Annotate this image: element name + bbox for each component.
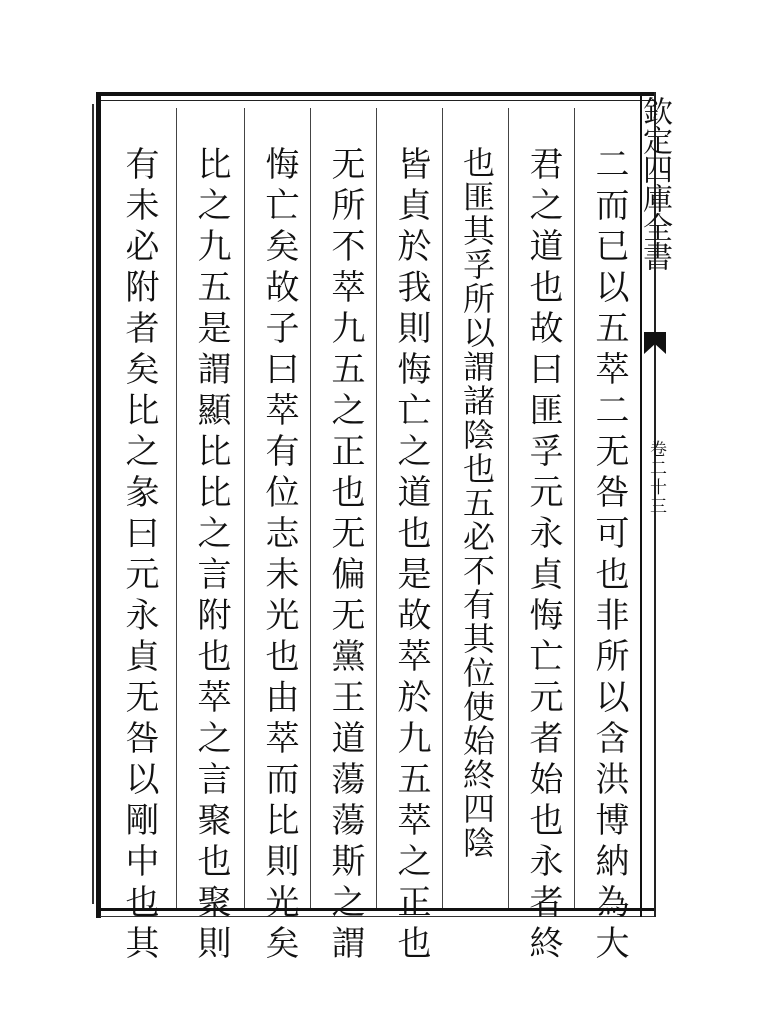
column-text: 也匪其孚所以謂諸陰也五必不有其位使始終四陰 (458, 146, 496, 860)
fishtail-ornament (642, 328, 668, 358)
column-text: 有未必附者矣比之彖曰元永貞无咎以剛中也其 (119, 146, 159, 966)
margin-book-title: 欽定四庫全書 (637, 96, 672, 270)
margin-volume-number: 卷二十三 (646, 440, 666, 516)
column-text: 比之九五是謂顯比比之言附也萃之言聚也聚則 (191, 146, 231, 966)
text-column-5 (312, 106, 378, 966)
column-text: 悔亡矣故子曰萃有位志未光也由萃而比則光矣 (259, 146, 299, 966)
text-column-6 (246, 106, 312, 966)
text-column-1 (576, 106, 642, 966)
frame-top-inner-border (96, 100, 656, 101)
frame-bottom-border (100, 908, 656, 911)
column-text: 君之道也故曰匪孚元永貞悔亡元者始也永者終 (523, 146, 563, 966)
frame-left-inner-border (92, 104, 94, 904)
column-text: 二而已以五萃二无咎可也非所以含洪博納為大 (589, 146, 629, 966)
frame-bottom-inner-border (100, 916, 656, 917)
text-column-3 (444, 106, 510, 906)
text-column-4 (378, 106, 444, 966)
text-column-8 (106, 106, 172, 966)
text-column-7 (178, 106, 244, 966)
column-text: 皆貞於我則悔亡之道也是故萃於九五萃之正也 (391, 146, 431, 966)
column-text: 无所不萃九五之正也无偏无黨王道蕩蕩斯之謂 (325, 146, 365, 966)
text-column-2 (510, 106, 576, 966)
frame-left-border (96, 92, 101, 918)
column-rule (176, 108, 177, 908)
frame-top-border (96, 92, 656, 96)
column-rule (244, 108, 245, 908)
